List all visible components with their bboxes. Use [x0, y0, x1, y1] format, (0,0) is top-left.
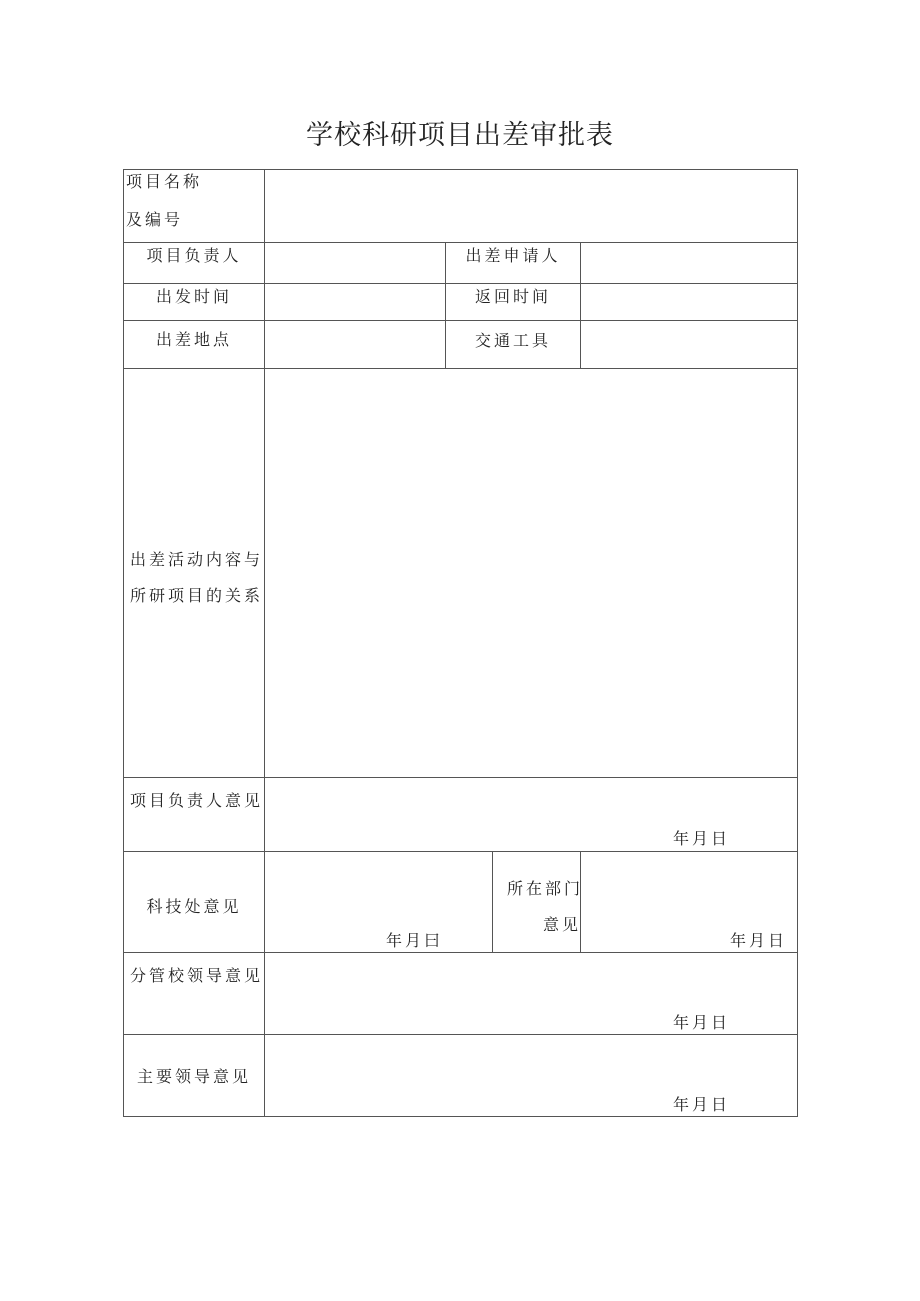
departure-time-field[interactable]: [265, 284, 445, 320]
sci-opinion-field[interactable]: [265, 852, 492, 952]
main-leader-opinion-date: 年月日: [673, 1095, 731, 1114]
departure-time-label: 出发时间: [155, 287, 232, 306]
project-leader-label: 项目负责人: [146, 246, 242, 265]
sci-opinion-label: 科技处意见: [146, 897, 242, 916]
project-name-field[interactable]: [265, 170, 797, 242]
transport-label: 交通工具: [474, 331, 551, 350]
dept-opinion-label-line1: 所在部门: [507, 879, 584, 898]
vp-opinion-date: 年月日: [673, 1013, 731, 1032]
destination-field[interactable]: [265, 321, 445, 368]
dept-opinion-date: 年月日: [730, 931, 788, 950]
applicant-label: 出差申请人: [465, 246, 561, 265]
form-title: 学校科研项目出差审批表: [306, 120, 614, 151]
applicant-field[interactable]: [581, 243, 797, 283]
activity-label-line1: 出差活动内容与: [130, 550, 264, 569]
project-leader-field[interactable]: [265, 243, 445, 283]
return-time-field[interactable]: [581, 284, 797, 320]
leader-opinion-date: 年月日: [673, 829, 731, 848]
return-time-label: 返回时间: [474, 287, 551, 306]
activity-label-line2: 所研项目的关系: [130, 586, 264, 605]
vp-opinion-label: 分管校领导意见: [130, 966, 264, 985]
sci-opinion-date: 年月曰: [386, 931, 444, 950]
activity-field[interactable]: [265, 369, 797, 777]
leader-opinion-label: 项目负责人意见: [130, 791, 264, 810]
project-name-label-line2: 及编号: [126, 210, 184, 229]
destination-label: 出差地点: [155, 330, 232, 349]
main-leader-opinion-label: 主要领导意见: [136, 1067, 251, 1086]
project-name-label-line1: 项目名称: [126, 172, 203, 191]
dept-opinion-label-line2: 意见: [543, 915, 582, 934]
transport-field[interactable]: [581, 321, 797, 368]
